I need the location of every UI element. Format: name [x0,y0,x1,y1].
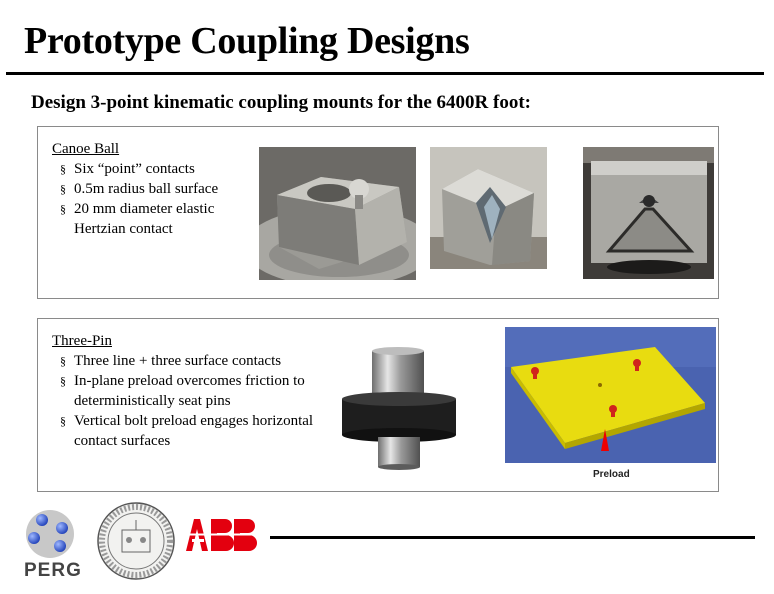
canoe-ball-text [52,139,257,239]
three-pin-panel [37,318,719,492]
title-divider [6,72,764,75]
three-pin-text [52,331,332,451]
list-item: § 0.5m radius ball surface [60,181,219,197]
list-item: § Six “point” contacts [60,161,195,177]
footer-divider [270,536,755,539]
bullet-marker: § [60,374,66,388]
list-item: § Three line + three surface contacts [60,353,282,369]
bullet-marker: § [60,354,66,368]
three-pin-heading: Three-Pin [52,333,112,349]
list-item: § 20 mm diameter elastic Hertzian contact [60,201,215,237]
preload-label: Preload [593,469,630,480]
slide-subtitle: Design 3-point kinematic coupling mounts for the 6400R foot: [31,92,531,113]
canoe-ball-panel [37,126,719,299]
bullet-marker: § [60,182,66,196]
three-pin-cad-diagram [505,327,716,485]
three-pin-photo [334,341,464,479]
canoe-ball-photo-1 [259,147,416,280]
cad-render [505,327,716,485]
slide-title: Prototype Coupling Designs [24,20,470,62]
canoe-ball-photo-2 [430,147,547,269]
institute-seal [96,500,176,582]
list-item: § Vertical bolt preload engages horizontal contact surfaces [60,413,314,449]
abb-logo [184,515,258,555]
bullet-marker: § [60,162,66,176]
bullet-marker: § [60,202,66,216]
perg-logo-text: PERG [24,560,82,581]
perg-logo-graphic [18,506,84,560]
list-item: § In-plane preload overcomes friction to deterministically seat pins [60,373,305,409]
canoe-ball-photo-3 [583,147,714,279]
bullet-marker: § [60,414,66,428]
canoe-ball-heading: Canoe Ball [52,141,120,157]
